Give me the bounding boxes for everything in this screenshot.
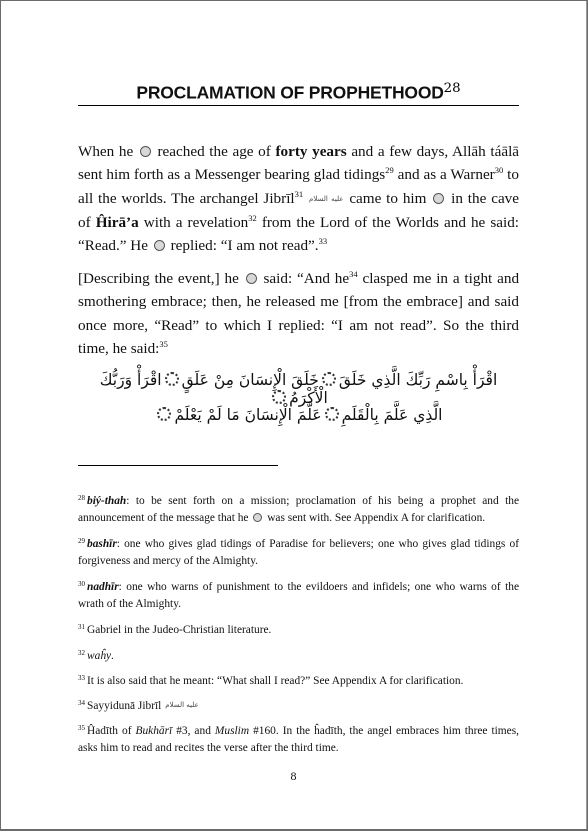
ayah-marker-icon [157,407,171,421]
text-run: reached the age of [157,143,271,160]
salawat-icon [246,273,257,284]
footnote-number: 30 [78,580,85,588]
footnote-number: 33 [78,674,85,682]
text-run: replied: “I am not read”. [170,237,319,255]
salawat-icon [433,193,444,204]
text-run: said: “And he [263,270,350,287]
footnote-ref: 32 [248,212,257,223]
footnote-number: 34 [78,699,85,707]
ayah-marker-icon [272,390,286,404]
ayah-marker-icon [165,372,179,386]
footnote-text: #3, and [172,725,215,737]
footnote-28 [78,490,519,526]
page-number: 8 [290,769,297,783]
footnote-30 [78,576,519,612]
footnote-text: Ĥadīth of [87,725,136,737]
footnote-ref: 34 [349,268,358,279]
footnote-number: 29 [78,537,85,545]
footnote-divider [78,465,278,466]
footnote-text: . [111,650,114,662]
chapter-title-footnote-ref: 28 [443,81,461,96]
bold-text: forty years [275,143,347,160]
text-run: in the cave of [78,189,520,231]
footnote-ref: 35 [159,338,168,349]
text-run: to all the worlds. The archangel Jibrīl [78,166,519,207]
salawat-icon [154,240,165,251]
footnote-number: 35 [78,724,85,732]
footnote-ref: 30 [494,165,504,176]
footnote-italic: Bukhārī [135,725,173,737]
footnote-text: : one who gives glad tidings of Paradise for believers; one who gives glad tidings of forgiveness and mercy of the Almighty. [78,538,519,567]
footnote-text: : to be sent forth on a mission; proclamation of his being a prophet and the announcement of the message that he [78,495,519,524]
footnote-ref: 31 [294,188,304,199]
salawat-icon [253,513,262,522]
salam-honorific: عليه السلام [309,194,344,203]
footnote-term: waĥy [87,650,112,662]
footnote-ref: 33 [318,236,328,247]
paragraph-1 [78,140,519,257]
ayah-marker-icon [322,372,336,386]
text-run: and as a Warner [397,166,495,184]
chapter-title: PROCLAMATION OF PROPHETHOOD [136,82,444,103]
footnote-text: #160. In the ĥadīth, the angel embraces him three times, asks him to read and recites the verse after the third time. [78,725,520,754]
footnote-text: Gabriel in the Judeo-Christian literature. [87,624,272,636]
footnote-term: nadhīr [87,581,119,593]
quran-verse: اقْرَأْ وَرَبُّكَ الْأَكْرَمُ [99,371,328,407]
quran-verse: الَّذِي عَلَّمَ بِالْقَلَمِ [341,406,443,424]
footnote-text: Sayyidunā Jibrīl [87,700,162,712]
text-run: came to him [349,189,427,207]
text-run: When he [78,143,134,160]
quran-verse: عَلَّمَ الْإِنسَانَ مَا لَمْ يَعْلَمْ [174,406,322,424]
quran-verse: خَلَقَ الْإِنسَانَ مِنْ عَلَقٍ [181,371,319,389]
ayah-marker-icon [325,407,339,421]
footnote-35 [78,720,519,756]
quran-verse-line-1 [78,371,519,407]
footnote-31 [78,619,519,639]
text-run: with a revelation [143,213,249,231]
footnote-32 [78,645,519,665]
footnote-text: : one who warns of punishment to the evildoers and infidels; one who warns of the wrath of the Almighty. [78,581,519,610]
document-page [1,1,587,829]
salam-honorific: عليه السلام [165,701,199,709]
footnote-34 [78,695,519,715]
text-run: clasped me in a tight and smothering embrace; then, he released me [from the embrace] and said once more, “Read” to which I replied: “I am not read”. So the third time, he said: [78,270,520,357]
chapter-heading [78,81,519,106]
footnote-ref: 29 [385,165,394,176]
footnote-italic: Muslim [214,725,250,737]
footnote-33 [78,670,519,690]
text-run: and a few days, Allāh táālā sent him forth as a Messenger bearing glad tidings [78,143,520,184]
footnote-text: It is also said that he meant: “What shall I read?” See Appendix A for clarification. [87,675,464,687]
footnote-term: biý-thah [87,495,127,507]
text-run: from the Lord of the Worlds and he said: “Read.” He [78,213,520,255]
footnote-text: was sent with. See Appendix A for clarification. [267,511,486,524]
footnote-number: 31 [78,623,85,631]
text-run: [Describing the event,] he [78,270,239,287]
footnote-term: bashīr [87,538,117,550]
footnote-number: 32 [78,649,85,657]
quran-verse-line-2 [78,406,519,424]
paragraph-2 [78,267,519,360]
footnote-number: 28 [78,494,85,502]
bold-text: Ĥirā’a [95,213,139,231]
salawat-icon [140,146,151,157]
footnote-29 [78,533,519,569]
quran-verse: اقْرَأْ بِاسْمِ رَبِّكَ الَّذِي خَلَقَ [338,371,498,389]
